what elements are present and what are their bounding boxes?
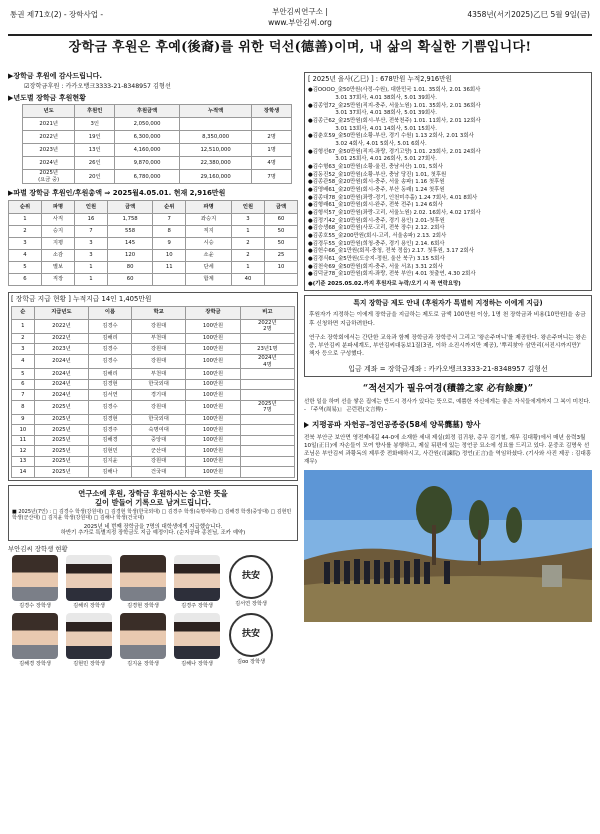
table-cell: 2 bbox=[231, 238, 264, 250]
table-cell: 2024년 4명 bbox=[240, 354, 294, 368]
table-cell: 2025년 bbox=[34, 414, 89, 425]
table-cell: 김경수 bbox=[89, 319, 132, 333]
photo-caption: 김서연 장학생 bbox=[235, 601, 267, 608]
donor-line: ●김정기42_金10만원(회시-충주, 경기 용인) 2.01-첫후원 bbox=[308, 217, 445, 224]
page-header bbox=[8, 4, 592, 36]
table-cell: 김해나 bbox=[89, 467, 132, 478]
triangle-icon bbox=[304, 422, 309, 428]
special-heading: 특지 장학금 제도 안내 (후원자가 특별히 지정하는 이에게 지급) bbox=[353, 298, 543, 307]
event-photo bbox=[304, 470, 592, 622]
table-cell: 강원대 bbox=[131, 354, 186, 368]
table-cell: 8 bbox=[153, 226, 186, 238]
donor-line: ●김형석57_金10만원(좌랑-고리, 서울노원) 2.02. 16회사, 4.02 17회사 bbox=[308, 209, 481, 216]
table-cell: 19인 bbox=[75, 131, 115, 144]
scholarship-row bbox=[12, 467, 295, 478]
table-cell: 숙명여대 bbox=[131, 425, 186, 436]
donor-line: 3.01 25회사, 4.01 26회사, 5.01 27회사. bbox=[308, 156, 437, 163]
table-cell: 김경현 bbox=[89, 379, 132, 390]
table-cell: 합계 bbox=[186, 274, 232, 286]
table-cell: 경기대 bbox=[131, 390, 186, 401]
seal-icon: 扶安 bbox=[229, 613, 273, 657]
table-cell: 29,160,000 bbox=[180, 170, 252, 184]
honor-list: ■ 2025년(7인) : □ 김경수 학생(강원대) □ 김경현 학생(한국외대) □ 김경주 학생(숙명여대) □ 김해경 학생(중앙대) □ 김현민 학생(군산대) □ 김지윤 학생(강원대) □ 김해나 학생(건국대) bbox=[12, 509, 292, 522]
event-heading bbox=[304, 420, 592, 429]
table-cell: 120 bbox=[107, 250, 152, 262]
table-cell: 부천대 bbox=[131, 333, 186, 344]
table-cell: 7 bbox=[74, 226, 107, 238]
table-cell: 2021년 bbox=[23, 118, 75, 131]
column-header: 비고 bbox=[240, 306, 294, 319]
website-link[interactable]: www.부안김씨.org bbox=[268, 17, 332, 27]
special-account: 입금 계좌 = 장학금계좌 : 카카오뱅크3333-21-8348957 김형선 bbox=[348, 364, 548, 373]
donor-line: 3.01 37회사, 4.01 38회사, 5.01 39회사. bbox=[308, 110, 437, 117]
column-header: 누적액 bbox=[180, 105, 252, 118]
donor-line: ●김종대78_金10만원(좌랑-경기, 인천미추홀) 1.24 7회사, 4.01 8회사 bbox=[308, 194, 478, 201]
table-cell: 7 bbox=[12, 390, 35, 401]
table-cell: 2025년 bbox=[34, 467, 89, 478]
scholar-photo bbox=[62, 613, 116, 668]
table-cell: 23년1명 bbox=[240, 344, 294, 355]
table-cell bbox=[240, 446, 294, 457]
table-cell: 5 bbox=[9, 262, 42, 274]
table-cell: 직장 bbox=[41, 274, 74, 286]
scholar-photo bbox=[62, 555, 116, 610]
table-cell: 16 bbox=[74, 214, 107, 226]
donor-line: ●김종관58_金20만원(회시-충주, 서울 송파) 1.16 첫후원 bbox=[308, 179, 445, 186]
honor-box bbox=[8, 485, 298, 541]
table-cell: 5 bbox=[12, 369, 35, 380]
table-cell: 6 bbox=[9, 274, 42, 286]
table-cell: 558 bbox=[107, 226, 152, 238]
table-cell: 김경주 bbox=[89, 425, 132, 436]
table-cell: 소윤 bbox=[186, 250, 232, 262]
scholarship-row bbox=[12, 354, 295, 368]
table-cell: 소감 bbox=[41, 250, 74, 262]
table-cell: 김해리 bbox=[89, 333, 132, 344]
table-cell: 100만원 bbox=[186, 425, 240, 436]
issue-label: 통권 제71호(2) - 장학사업 - bbox=[10, 10, 104, 19]
donor-line: 3.01 13회사, 4.01 14회사, 5.01 15회사. bbox=[308, 125, 437, 132]
publisher-name: 부안김씨연구소 | bbox=[272, 7, 328, 16]
table-cell: 사직 bbox=[41, 214, 74, 226]
scholarship-row bbox=[12, 319, 295, 333]
table-cell: 2024년 bbox=[23, 157, 75, 170]
column-header: 장학금 bbox=[186, 306, 240, 319]
table-cell: 6,300,000 bbox=[115, 131, 180, 144]
scholar-photo bbox=[224, 613, 278, 666]
table-cell bbox=[180, 118, 252, 131]
column-header: 인원 bbox=[231, 201, 264, 214]
table-cell: 강원대 bbox=[131, 456, 186, 467]
table-cell: 직지 bbox=[186, 226, 232, 238]
table-cell: 3 bbox=[231, 214, 264, 226]
clan-row bbox=[9, 214, 298, 226]
portrait bbox=[120, 555, 166, 601]
table-cell: 100만원 bbox=[186, 354, 240, 368]
table-cell: 2 bbox=[9, 226, 42, 238]
table-cell: 10 bbox=[264, 262, 297, 274]
table-cell: 11 bbox=[12, 435, 35, 446]
scholarship-heading: [ 장학금 지급 현황 ] 누적지급 14인 1,405만원 bbox=[11, 295, 152, 304]
column-header: 인원 bbox=[74, 201, 107, 214]
portrait bbox=[174, 613, 220, 659]
table-cell: 2명 bbox=[252, 131, 292, 144]
table-cell: 2025년 bbox=[34, 400, 89, 414]
table-cell: 김서연 bbox=[89, 390, 132, 401]
table-cell: 2025년 bbox=[34, 456, 89, 467]
table-cell: 지평 bbox=[41, 238, 74, 250]
table-cell bbox=[240, 456, 294, 467]
table-cell bbox=[153, 274, 186, 286]
portrait bbox=[12, 555, 58, 601]
table-cell bbox=[264, 274, 297, 286]
donor-line: ●김형선67_金50만원(직지-좌랑, 경기고양) 1.01. 23회사, 2.01 24회사 bbox=[308, 148, 481, 155]
table-cell: 40 bbox=[231, 274, 264, 286]
scholarship-row bbox=[12, 379, 295, 390]
portrait bbox=[120, 613, 166, 659]
photos-heading: 부안김씨 장학생 현황 bbox=[8, 545, 68, 554]
portrait bbox=[12, 613, 58, 659]
donor-list bbox=[305, 85, 591, 281]
table-cell: 2 bbox=[231, 250, 264, 262]
photo-caption: 김현민 장학생 bbox=[73, 660, 105, 667]
table-cell: 1 bbox=[231, 226, 264, 238]
table-cell: 145 bbox=[107, 238, 152, 250]
clan-row bbox=[9, 250, 298, 262]
portrait bbox=[174, 555, 220, 601]
table-cell: 강원대 bbox=[131, 344, 186, 355]
scholar-photo bbox=[8, 555, 62, 610]
donor-line: ●김종근62_金25만원(회시-부산, 전북천주) 1.01. 11회사, 2.01 12회사 bbox=[308, 117, 481, 124]
yearly-row bbox=[23, 118, 292, 131]
scholarship-table bbox=[11, 306, 295, 478]
table-cell: 2025년 7명 bbox=[240, 400, 294, 414]
seal-icon: 扶安 bbox=[229, 555, 273, 599]
scholarship-row bbox=[12, 435, 295, 446]
table-cell: 김경현 bbox=[89, 414, 132, 425]
table-cell: 6 bbox=[12, 379, 35, 390]
table-cell: 60 bbox=[107, 274, 152, 286]
table-cell: 1,758 bbox=[107, 214, 152, 226]
column-header: 후원금액 bbox=[115, 105, 180, 118]
yearly-table bbox=[22, 104, 292, 184]
scholar-photo bbox=[8, 613, 62, 668]
table-cell bbox=[240, 369, 294, 380]
table-cell bbox=[252, 118, 292, 131]
column-header: 순위 bbox=[153, 201, 186, 214]
table-cell: 60 bbox=[264, 214, 297, 226]
table-cell: 100만원 bbox=[186, 414, 240, 425]
table-cell: 9,870,000 bbox=[115, 157, 180, 170]
event-heading-text: 지평공파 자헌공-정언공종중(58세 양묵龔墓) 향사 bbox=[312, 420, 481, 430]
yearly-row bbox=[23, 144, 292, 157]
clan-row bbox=[9, 274, 298, 286]
table-cell: 1 bbox=[231, 262, 264, 274]
table-cell: 2024년 bbox=[34, 354, 89, 368]
table-cell: 100만원 bbox=[186, 435, 240, 446]
clan-row bbox=[9, 262, 298, 274]
scholarship-row bbox=[12, 414, 295, 425]
table-cell: 강원대 bbox=[131, 400, 186, 414]
table-cell: 1 bbox=[74, 274, 107, 286]
column-header: 학교 bbox=[131, 306, 186, 319]
issue-date: 4358년(서기2025)乙巳 5월 9일(금) bbox=[467, 10, 590, 19]
table-cell: 13인 bbox=[75, 144, 115, 157]
photo-caption: 김경주 장학생 bbox=[181, 603, 213, 610]
table-cell: 2 bbox=[12, 333, 35, 344]
table-cell: 2022년 2명 bbox=[240, 319, 294, 333]
column-header: 이름 bbox=[89, 306, 132, 319]
tombstone bbox=[542, 565, 562, 587]
table-cell: 2025년 bbox=[34, 435, 89, 446]
table-cell: 100만원 bbox=[186, 400, 240, 414]
table-cell: 22,380,000 bbox=[180, 157, 252, 170]
column-header: 후원인 bbox=[75, 105, 115, 118]
scholarship-row bbox=[12, 390, 295, 401]
table-cell bbox=[240, 414, 294, 425]
table-cell: 50 bbox=[264, 238, 297, 250]
table-cell: 4 bbox=[9, 250, 42, 262]
account-info: ☑장학금후원 : 카카오뱅크3333-21-8348957 김형선 bbox=[24, 82, 171, 90]
special-p1: 후원자가 지정하는 이에게 장학금을 지급하는 제도로 금액 100만원 이상, 1명 천 장학금과 비용(10만원)을 송금 후 신청하면 지급하려한다. bbox=[309, 312, 586, 327]
table-cell: 김해경 bbox=[89, 435, 132, 446]
honor-line2: 깊이 받들어 기록으로 남겨드립니다. bbox=[94, 497, 212, 507]
table-cell: 한국외대 bbox=[131, 414, 186, 425]
table-cell: 강원대 bbox=[131, 319, 186, 333]
table-cell: 26인 bbox=[75, 157, 115, 170]
donor-line: ●김형래61_金10만원(회시-완주, 전북 전주) 1.24 6회사 bbox=[308, 202, 443, 209]
special-p2: 연구소 장학회에서는 간단한 교육과 함께 장학금과 장학증서 그리고 '왕손주머니'를 제공한다. 왕손주머니는 왕손증, 부안김씨 분파세계도, 부안김씨대동보1질(3권, 이하 소진시까지만 제공), '뿌리찾아 삼만리(서진시까지만)' 책자 등으로 구성했다. bbox=[309, 334, 587, 358]
table-cell: 2024년 bbox=[34, 379, 89, 390]
donor-note: ●(기준 2025.05.02.까지 후원자로 누락/오기 시 꼭 연락요망) bbox=[308, 281, 461, 288]
clan-table bbox=[8, 200, 298, 286]
column-header: 장학생 bbox=[252, 105, 292, 118]
right-column bbox=[304, 72, 592, 622]
table-cell: 4 bbox=[12, 354, 35, 368]
photo-caption: 김지윤 장학생 bbox=[127, 660, 159, 667]
photo-row-1 bbox=[8, 555, 298, 610]
table-cell: 김경수 bbox=[89, 400, 132, 414]
donor-line: ●김수형63_金10만원(소황-울진, 충남서산) 1.01, 5회사 bbox=[308, 163, 443, 170]
portrait bbox=[66, 613, 112, 659]
honor-note1: 2025년 네 번째 장학금을 7명의 대학생에게 지급했습니다. bbox=[83, 523, 223, 530]
clan-row bbox=[9, 238, 298, 250]
table-cell: 7명 bbox=[252, 170, 292, 184]
table-cell: 1 bbox=[74, 262, 107, 274]
scholar-photo bbox=[170, 555, 224, 610]
quote-main: “적선지가 필유여경(積善之家 必有餘慶)” bbox=[362, 383, 534, 395]
table-cell: 건국대 bbox=[131, 467, 186, 478]
table-cell: 좌승지 bbox=[186, 214, 232, 226]
table-cell: 100만원 bbox=[186, 467, 240, 478]
yearly-heading: ▶년도별 장학금 후원현황 bbox=[8, 93, 86, 102]
event-body: 전북 부안군 보안면 영전제네길 44-0에 소재한 세내 제실(회정 김귀왕, 총무 김기철, 재무 김대황)에서 매년 음력3월 10일(正日)에 자손들이 모여 향사를 봉행하고, 제실 뒤편에 있는 정언공 묘소에 성묘를 드리고 있다. 문중조 김명욱 선조님은 부안김씨 과황독의 제루중 전화배하시고, 사간원(司諫院) 정언(正言)을 역임하셨다. (기사와 사진 제공 : 김대흥 재무) bbox=[304, 434, 592, 466]
table-cell: 3 bbox=[74, 238, 107, 250]
table-cell: 김경수 bbox=[89, 354, 132, 368]
photo-caption: 김해나 장학생 bbox=[181, 660, 213, 667]
clan-heading: ▶파별 장학금 후원인/후원총액 ⇒ 2025월4.05.01. 현재 2,916만원 bbox=[8, 189, 226, 198]
table-cell: 군산대 bbox=[131, 446, 186, 457]
table-cell: 9 bbox=[12, 414, 35, 425]
donor-line: ●김덕균78_金10만원(회지-좌랑, 전북 부안) 4.01 첫출연, 4.30 2회사 bbox=[308, 271, 476, 278]
column-header: 금액 bbox=[107, 201, 152, 214]
table-cell: 8,350,000 bbox=[180, 131, 252, 144]
table-cell: 100만원 bbox=[186, 344, 240, 355]
table-cell: 2025년 (요금 중) bbox=[23, 170, 75, 184]
scholarship-box bbox=[8, 292, 298, 481]
donor-line: ●김경두55_金10만원(희청-충주, 경기 용인) 2.14. 6회사 bbox=[308, 240, 445, 247]
donor-line: ●김헌수66_金1만원(회직-충청, 전북 정읍) 2.17. 첫후원, 3.17 2회사 bbox=[308, 248, 474, 255]
column-header: 지급년도 bbox=[34, 306, 89, 319]
column-header: 금액 bbox=[264, 201, 297, 214]
donor-line: ●김동진52_金10만원(소황-부산, 충남 당진) 1.01, 첫후원 bbox=[308, 171, 447, 178]
table-cell bbox=[240, 379, 294, 390]
table-cell bbox=[240, 425, 294, 436]
scholarship-row bbox=[12, 425, 295, 436]
table-cell: 12,510,000 bbox=[180, 144, 252, 157]
donor-line: ●김천숙69_金50만원(회지-충주, 서울 서초) 3.31 2회사 bbox=[308, 263, 443, 270]
table-cell: 14 bbox=[12, 467, 35, 478]
table-cell: 8 bbox=[12, 400, 35, 414]
table-cell: 3 bbox=[74, 250, 107, 262]
table-cell: 1 bbox=[12, 319, 35, 333]
photo-row-2 bbox=[8, 613, 298, 668]
table-cell: 1 bbox=[9, 214, 42, 226]
table-cell: 13 bbox=[12, 456, 35, 467]
donor-line: ●김승생68_金10만원(사포-고리, 전북 장수) 2.12. 2회사 bbox=[308, 225, 445, 232]
honor-line1: 연구소에 후원, 장학금 후원하시는 숭고한 뜻을 bbox=[78, 488, 228, 498]
honor-note2: 하반기 추가로 특별지정 장학금도 지급 예정이다. (순지공파 종친님, 조카 예약) bbox=[60, 530, 246, 537]
table-cell: 단세 bbox=[186, 262, 232, 274]
table-cell: 김해리 bbox=[89, 369, 132, 380]
scholarship-row bbox=[12, 446, 295, 457]
table-cell: 2023년 bbox=[23, 144, 75, 157]
table-cell: 100만원 bbox=[186, 369, 240, 380]
donor-line: ●김OOOO_金50만원(사정-수원), 대한민국 1.01. 35회사, 2.01 36회사 bbox=[308, 87, 481, 94]
photo-caption: 김oo 장학생 bbox=[236, 658, 266, 665]
scholar-photo bbox=[116, 555, 170, 610]
column-header: 순위 bbox=[9, 201, 42, 214]
donor-line: 3.01 37회사, 4.01 38회사, 5.01 39회사. bbox=[308, 94, 437, 101]
table-cell: 2023년 bbox=[34, 344, 89, 355]
table-cell: 6,780,000 bbox=[115, 170, 180, 184]
table-cell bbox=[240, 333, 294, 344]
table-cell: 김지윤 bbox=[89, 456, 132, 467]
donor-box bbox=[304, 72, 592, 291]
scholarship-row bbox=[12, 456, 295, 467]
table-cell: 7 bbox=[153, 214, 186, 226]
table-cell: 100만원 bbox=[186, 456, 240, 467]
clan-row bbox=[9, 226, 298, 238]
table-cell: 부천대 bbox=[131, 369, 186, 380]
column-header: 파명 bbox=[41, 201, 74, 214]
photo-caption: 김경현 장학생 bbox=[127, 603, 159, 610]
table-cell: 2024년 bbox=[34, 390, 89, 401]
photo-caption: 김해경 장학생 bbox=[19, 660, 51, 667]
table-cell: 3인 bbox=[75, 118, 115, 131]
table-cell: 20인 bbox=[75, 170, 115, 184]
scholar-photo bbox=[116, 613, 170, 668]
table-cell: 김경수 bbox=[89, 344, 132, 355]
donor-heading: [ 2025년 을사(乙巳) ] : 678만원 누적2,916만원 bbox=[308, 75, 452, 83]
donor-line: 3.02 4회사, 4.01 5회사, 5.01 6회사. bbox=[308, 140, 427, 147]
scholarship-row bbox=[12, 344, 295, 355]
table-cell: 10 bbox=[12, 425, 35, 436]
table-cell: 2025년 bbox=[34, 446, 89, 457]
table-cell: 100만원 bbox=[186, 446, 240, 457]
yearly-row bbox=[23, 157, 292, 170]
table-cell: 100만원 bbox=[186, 379, 240, 390]
column-header: 순 bbox=[12, 306, 35, 319]
photo-caption: 김경수 장학생 bbox=[19, 603, 51, 610]
table-cell: 2024년 bbox=[34, 369, 89, 380]
table-cell: 시승 bbox=[186, 238, 232, 250]
table-cell: 50 bbox=[264, 226, 297, 238]
table-cell: 2025년 bbox=[34, 425, 89, 436]
table-cell: 김현민 bbox=[89, 446, 132, 457]
table-cell: 100만원 bbox=[186, 390, 240, 401]
table-cell: 12 bbox=[12, 446, 35, 457]
table-cell: 2022년 bbox=[34, 319, 89, 333]
thanks-heading: ▶장학금 후원에 감사드립니다. bbox=[8, 72, 103, 80]
donor-line: ●김영배61_金20만원(회시-충주, 부산 동래) 1.24 첫후원 bbox=[308, 186, 445, 193]
table-cell: 9 bbox=[153, 238, 186, 250]
donor-line: ●김춘호59_金50만원(소황-부산, 경기 수원) 1.13 2회사, 2.01 3회사 bbox=[308, 133, 474, 140]
table-cell: 2022년 bbox=[34, 333, 89, 344]
table-cell: 25 bbox=[264, 250, 297, 262]
table-cell: 100만원 bbox=[186, 319, 240, 333]
photo-caption: 김해리 장학생 bbox=[73, 603, 105, 610]
scholarship-row bbox=[12, 333, 295, 344]
table-cell: 한국외대 bbox=[131, 379, 186, 390]
table-cell: 11 bbox=[153, 262, 186, 274]
table-cell bbox=[240, 467, 294, 478]
yearly-row bbox=[23, 131, 292, 144]
left-column bbox=[8, 72, 298, 667]
table-cell: 2022년 bbox=[23, 131, 75, 144]
donor-line: ●김종호55_金200만원(회시-고리, 서울송파) 2.13. 2회사 bbox=[308, 233, 447, 239]
special-box bbox=[304, 295, 592, 378]
donor-line: ●김경식61_金5만원(도승지-정원, 울산 북구) 3.15 5회사 bbox=[308, 256, 445, 263]
table-cell: 3 bbox=[9, 238, 42, 250]
column-header: 년도 bbox=[23, 105, 75, 118]
column-header: 파명 bbox=[186, 201, 232, 214]
table-cell: 4명 bbox=[252, 157, 292, 170]
table-cell: 10 bbox=[153, 250, 186, 262]
scholarship-row bbox=[12, 369, 295, 380]
table-cell: 80 bbox=[107, 262, 152, 274]
table-cell bbox=[240, 435, 294, 446]
scholar-photo bbox=[170, 613, 224, 668]
page-title: 장학금 후원은 후예(後裔)를 위한 덕선(德善)이며, 내 삶의 확실한 기쁨입니다! bbox=[68, 40, 532, 55]
table-cell: 승지 bbox=[41, 226, 74, 238]
donor-line: ●김종엽72_金25만원(직지-충주, 서울노원) 1.01. 35회사, 2.01 36회사 bbox=[308, 102, 481, 109]
portrait bbox=[66, 555, 112, 601]
table-cell: 별보 bbox=[41, 262, 74, 274]
table-cell bbox=[240, 390, 294, 401]
table-cell: 1명 bbox=[252, 144, 292, 157]
table-cell: 2,050,000 bbox=[115, 118, 180, 131]
table-cell: 4,160,000 bbox=[115, 144, 180, 157]
scholar-photo bbox=[224, 555, 278, 608]
quote-sub: 선한 일을 하며 선을 쌓은 집에는 반드시 경사가 있다는 뜻으로, 예쁨한 자신에게는 좋은 자식들에게까지 그 복이 미친다. - 『주역(周易)』 곤런편(文言傳) - bbox=[304, 398, 591, 413]
scholarship-row bbox=[12, 400, 295, 414]
yearly-row bbox=[23, 170, 292, 184]
table-cell: 100만원 bbox=[186, 333, 240, 344]
table-cell: 3 bbox=[12, 344, 35, 355]
table-cell: 중앙대 bbox=[131, 435, 186, 446]
